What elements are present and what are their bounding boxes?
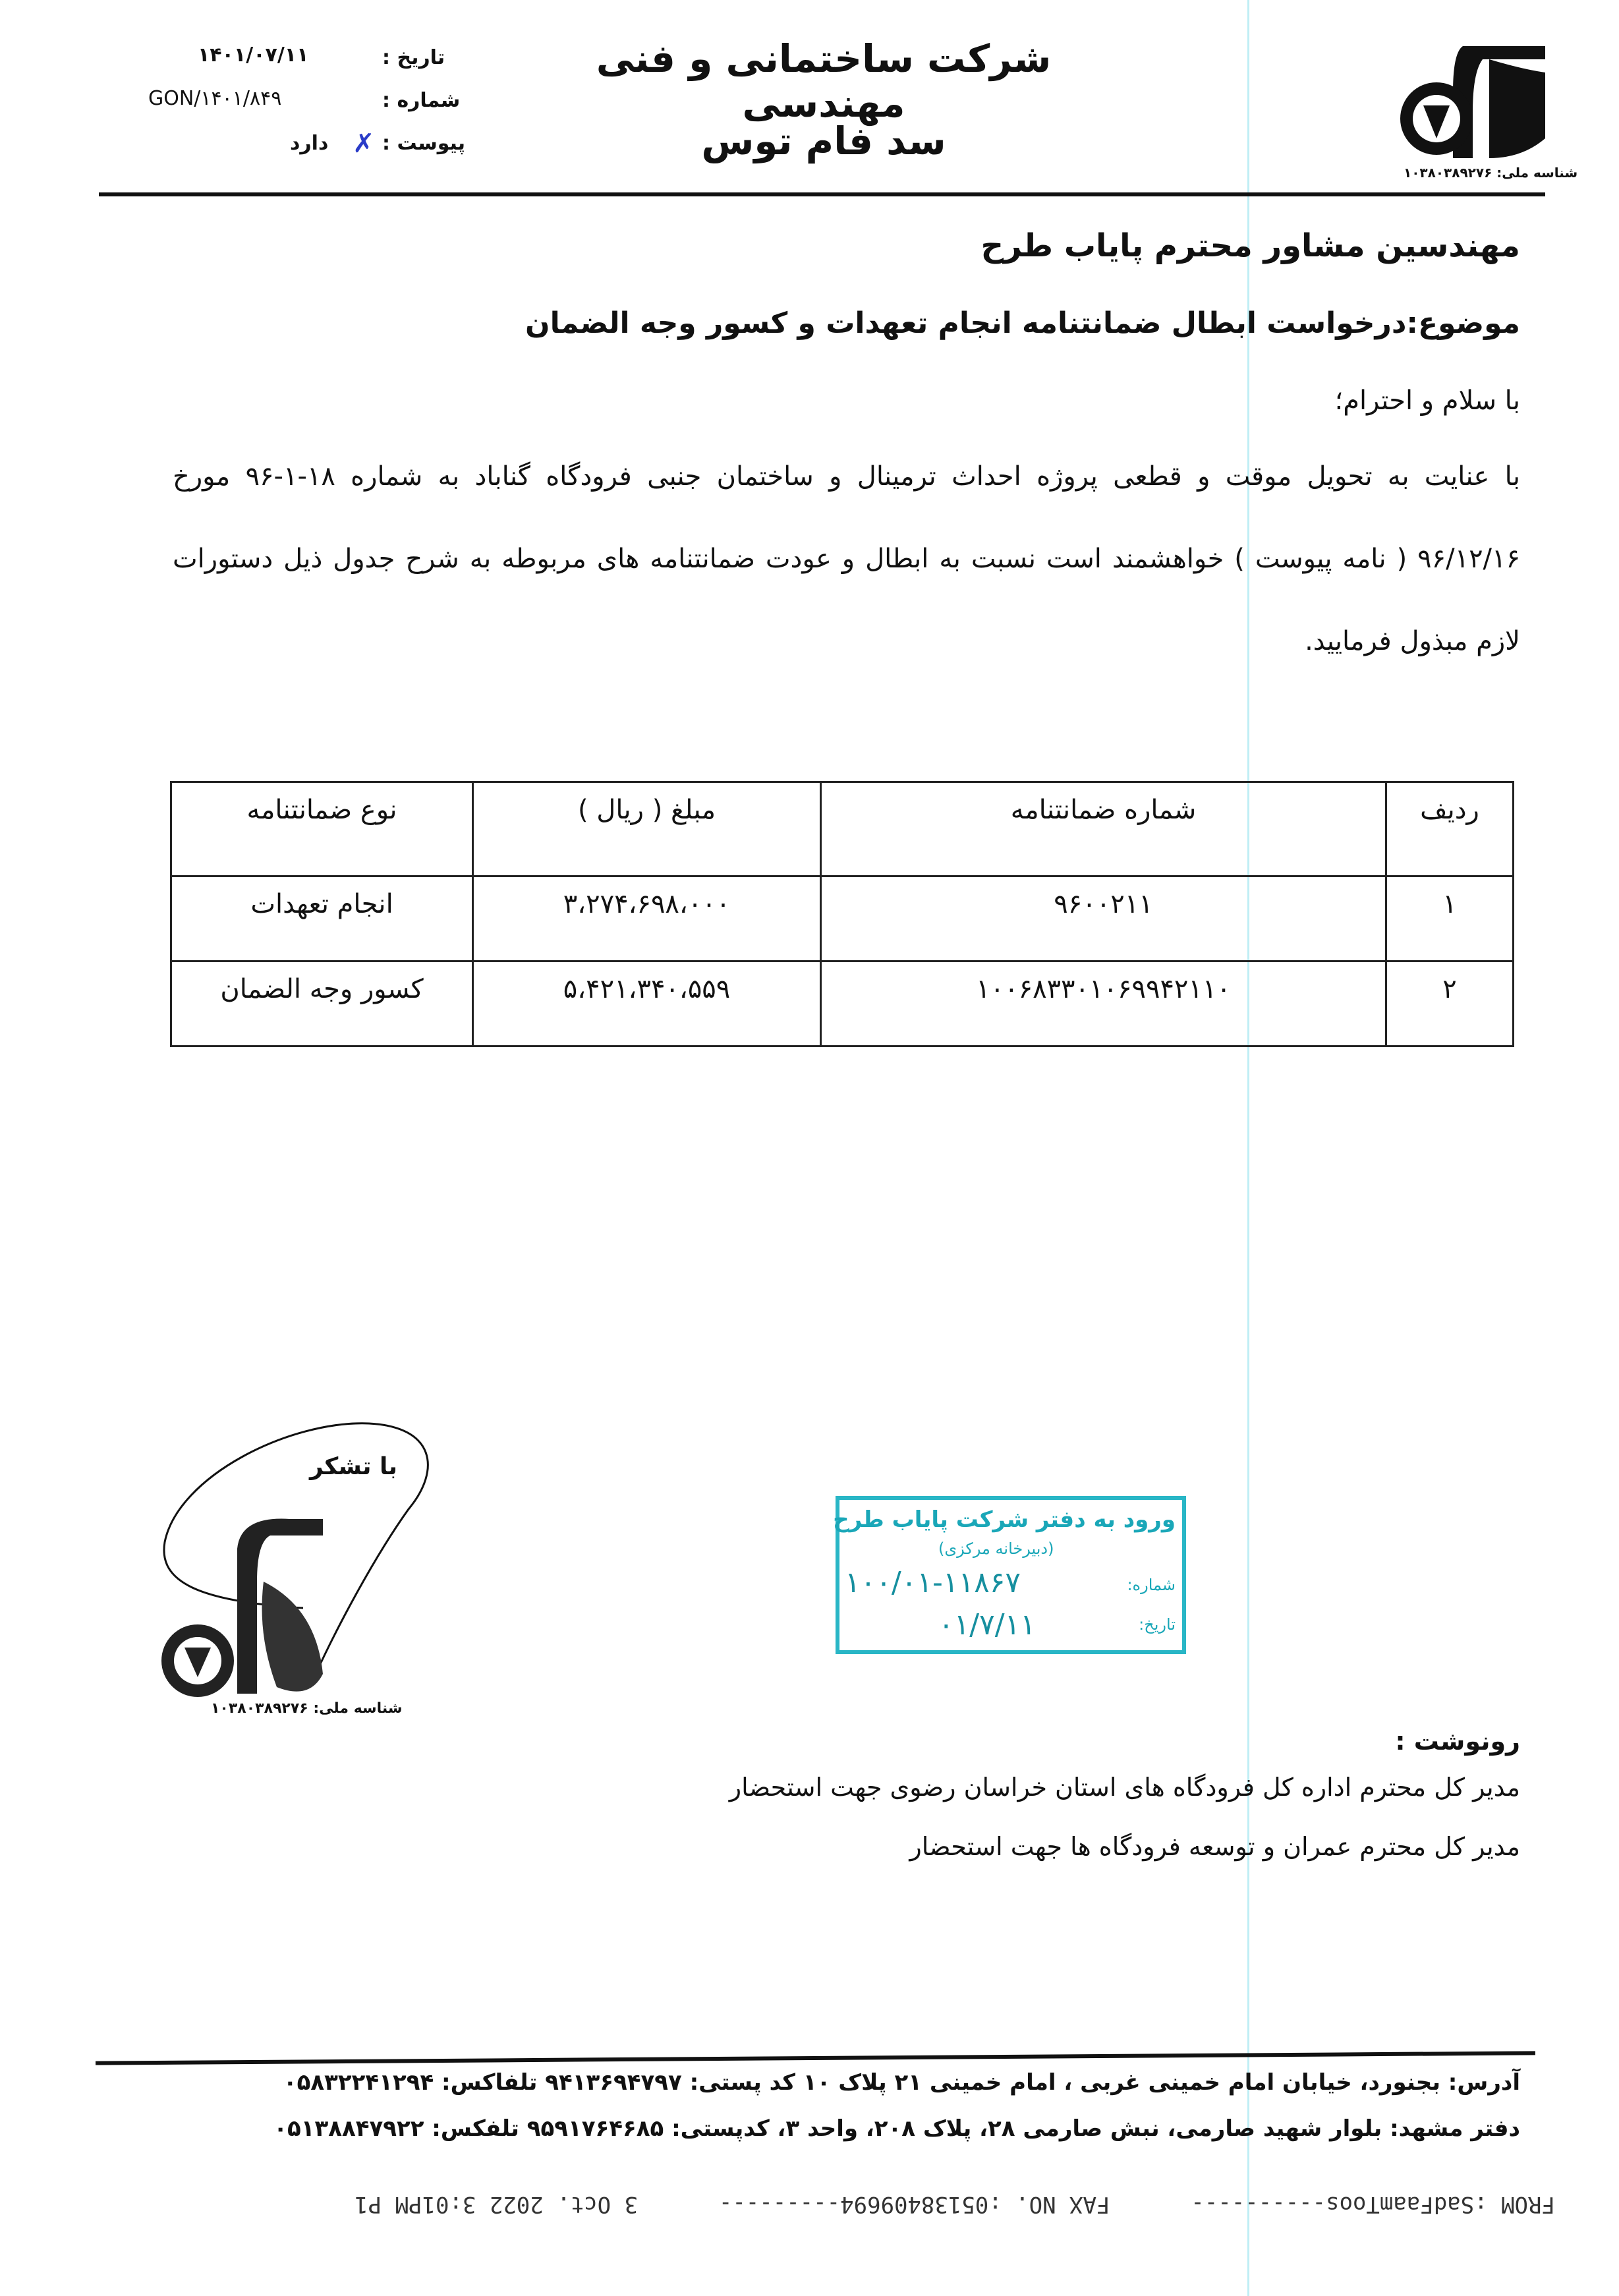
addressee: مهندسین مشاور محترم پایاب طرح	[980, 227, 1520, 264]
cell-guarantee-number: ۱۰۰۶۸۳۳۰۱۰۶۹۹۴۲۱۱۰	[821, 961, 1386, 1047]
date-label: تاریخ :	[382, 46, 445, 69]
guarantees-table	[170, 781, 1514, 1047]
footer-divider	[96, 2051, 1535, 2065]
company-name: شرکت ساختمانی و فنی مهندسی	[596, 36, 1052, 126]
cell-guarantee-number: ۹۶۰۰۲۱۱	[821, 876, 1386, 961]
scan-artifact-line	[1247, 0, 1249, 2296]
stamp-national-id: شناسه ملی: ۱۰۳۸۰۳۸۹۲۷۶	[211, 1700, 403, 1717]
company-name-line2: سد فام توس	[701, 119, 946, 163]
fax-header-line: FROM :SadFaamToos---------- FAX NO. :05138409694--------- 3 Oct. 2022 3:01PM P1	[355, 2191, 1555, 2218]
body-line-2: ۹۶/۱۲/۱۶ ( نامه پیوست ) خواهشمند است نسبت به ابطال و عودت ضمانتنامه های مربوطه به شرح جدول ذیل دستورات	[173, 544, 1520, 574]
received-stamp-title: ورود به دفتر شرکت پایاب طرح	[833, 1507, 1176, 1533]
table-header-row	[171, 782, 1514, 876]
signature-stamp-icon	[158, 1410, 448, 1720]
attachment-label: پیوست :	[382, 132, 466, 155]
number-label: شماره :	[382, 89, 461, 112]
body-line-1: با عنایت به تحویل موقت و قطعی پروژه احداث ترمینال و ساختمان جنبی فرودگاه گناباد به شماره ۱۸-۱-۹۶ مورخ	[173, 461, 1520, 492]
footer-address-main: آدرس: بجنورد، خیابان امام خمینی غربی ، امام خمینی ۲۱ پلاک ۱۰ کد پستی: ۹۴۱۳۶۹۴۷۹۷ تلفاکس: ۰۵۸۳۲۲۴۱۲۹۴	[283, 2069, 1520, 2096]
received-stamp-subtitle: (دبیرخانه مرکزی)	[938, 1539, 1054, 1558]
cell-guarantee-type: کسور وجه الضمان	[171, 961, 473, 1047]
received-stamp-number-value: ۱۰۰/۰۱-۱۱۸۶۷	[845, 1566, 1021, 1599]
col-header-guarantee-number: شماره ضمانتنامه	[821, 782, 1386, 876]
logo-national-id: شناسه ملی: ۱۰۳۸۰۳۸۹۲۷۶	[1404, 165, 1578, 181]
greeting: با سلام و احترام؛	[1334, 386, 1520, 416]
received-stamp	[833, 1496, 1186, 1654]
cc-line: مدیر کل محترم اداره کل فرودگاه های استان خراسان رضوی جهت استحضار	[729, 1773, 1520, 1802]
cell-amount: ۳،۲۷۴،۶۹۸،۰۰۰	[473, 876, 821, 961]
cc-line: مدیر کل محترم عمران و توسعه فرودگاه ها جهت استحضار	[909, 1832, 1520, 1861]
col-header-amount: مبلغ ( ریال )	[473, 782, 821, 876]
col-header-row-number: ردیف	[1386, 782, 1514, 876]
cc-label: رونوشت :	[1395, 1727, 1520, 1756]
number-value: GON/۱۴۰۱/۸۴۹	[148, 87, 282, 110]
received-stamp-number-label: شماره:	[1127, 1576, 1176, 1594]
cell-row-number: ۱	[1386, 876, 1514, 961]
subject-line: موضوع:درخواست ابطال ضمانتنامه انجام تعهدات و کسور وجه الضمان	[525, 306, 1520, 340]
body-line-3: لازم مبذول فرمایید.	[1305, 626, 1520, 656]
attachment-check-mark-icon: ✗	[353, 129, 375, 159]
cell-amount: ۵،۴۲۱،۳۴۰،۵۵۹	[473, 961, 821, 1047]
footer-address-mashhad: دفتر مشهد: بلوار شهید صارمی، نبش صارمی ۲۸، پلاک ۲۰۸، واحد ۳، کدپستی: ۹۵۹۱۷۶۴۶۸۵ تلفکس: ۰۵۱۳۸۸۴۷۹۲۲	[273, 2115, 1520, 2142]
date-value: ۱۴۰۱/۰۷/۱۱	[198, 43, 309, 67]
cell-row-number: ۲	[1386, 961, 1514, 1047]
received-stamp-date-value: ۰۱/۷/۱۱	[938, 1608, 1036, 1642]
received-stamp-date-label: تاریخ:	[1139, 1615, 1176, 1634]
header-divider	[99, 192, 1545, 196]
table-row	[171, 876, 1514, 961]
company-logo-icon	[1390, 33, 1548, 165]
closing-text: با تشکر	[310, 1453, 398, 1480]
col-header-guarantee-type: نوع ضمانتنامه	[171, 782, 473, 876]
cell-guarantee-type: انجام تعهدات	[171, 876, 473, 961]
attachment-value: دارد	[290, 132, 329, 155]
table-row	[171, 961, 1514, 1047]
